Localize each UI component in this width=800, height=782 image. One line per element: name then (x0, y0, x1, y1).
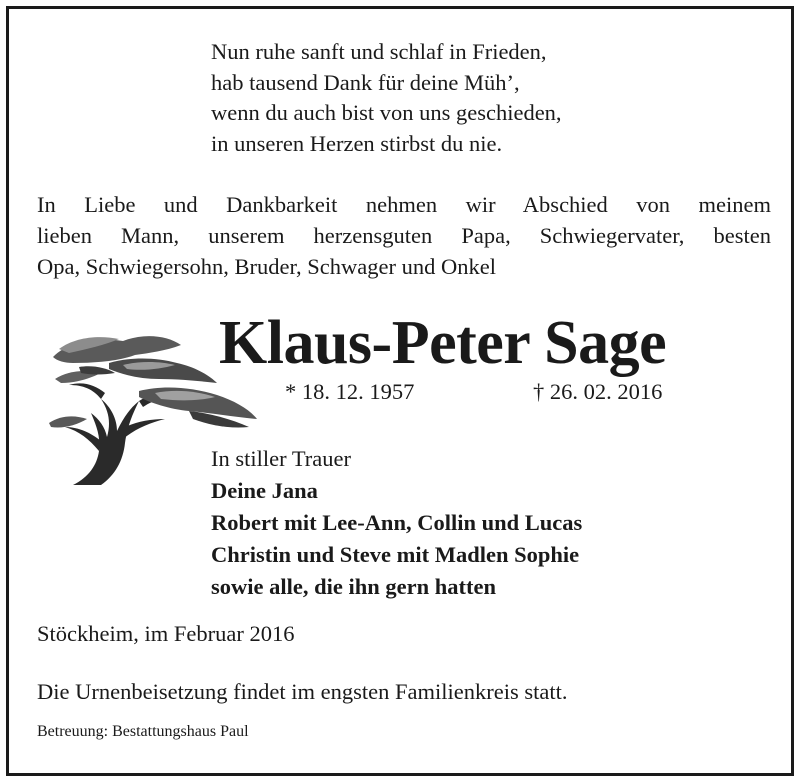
intro-line: lieben Mann, unserem herzensguten Papa, Schwiegervater, besten (37, 223, 771, 248)
mourner-line: Deine Jana (211, 478, 318, 503)
urn-note: Die Urnenbeisetzung findet im engsten Familienkreis statt. (37, 679, 568, 704)
obituary-frame (6, 6, 794, 776)
mourner-line: Robert mit Lee-Ann, Collin und Lucas (211, 510, 583, 535)
poem-line: hab tausend Dank für deine Müh’, (211, 69, 520, 95)
poem-line: Nun ruhe sanft und schlaf in Frieden, (211, 39, 547, 64)
mourning-heading: In stiller Trauer (211, 446, 351, 471)
intro-line: In Liebe und Dankbarkeit nehmen wir Abschied von meinem (37, 192, 771, 217)
deceased-name: Klaus-Peter Sage (219, 309, 667, 377)
mourner-line: sowie alle, die ihn gern hatten (211, 574, 496, 599)
death-date: † 26. 02. 2016 (533, 379, 663, 404)
poem-line: in unseren Herzen stirbst du nie. (211, 130, 503, 156)
intro-text (37, 189, 771, 282)
intro-line: Opa, Schwiegersohn, Bruder, Schwager und Onkel (37, 254, 496, 279)
birth-date: * 18. 12. 1957 (285, 379, 415, 404)
mourner-line: Christin und Steve mit Madlen Sophie (211, 542, 580, 567)
poem (211, 37, 562, 159)
place-date: Stöckheim, im Februar 2016 (37, 621, 295, 646)
funeral-home-credit: Betreuung: Bestattungshaus Paul (37, 723, 249, 740)
mourners-block (211, 443, 582, 603)
poem-line: wenn du auch bist von uns geschieden, (211, 100, 562, 125)
